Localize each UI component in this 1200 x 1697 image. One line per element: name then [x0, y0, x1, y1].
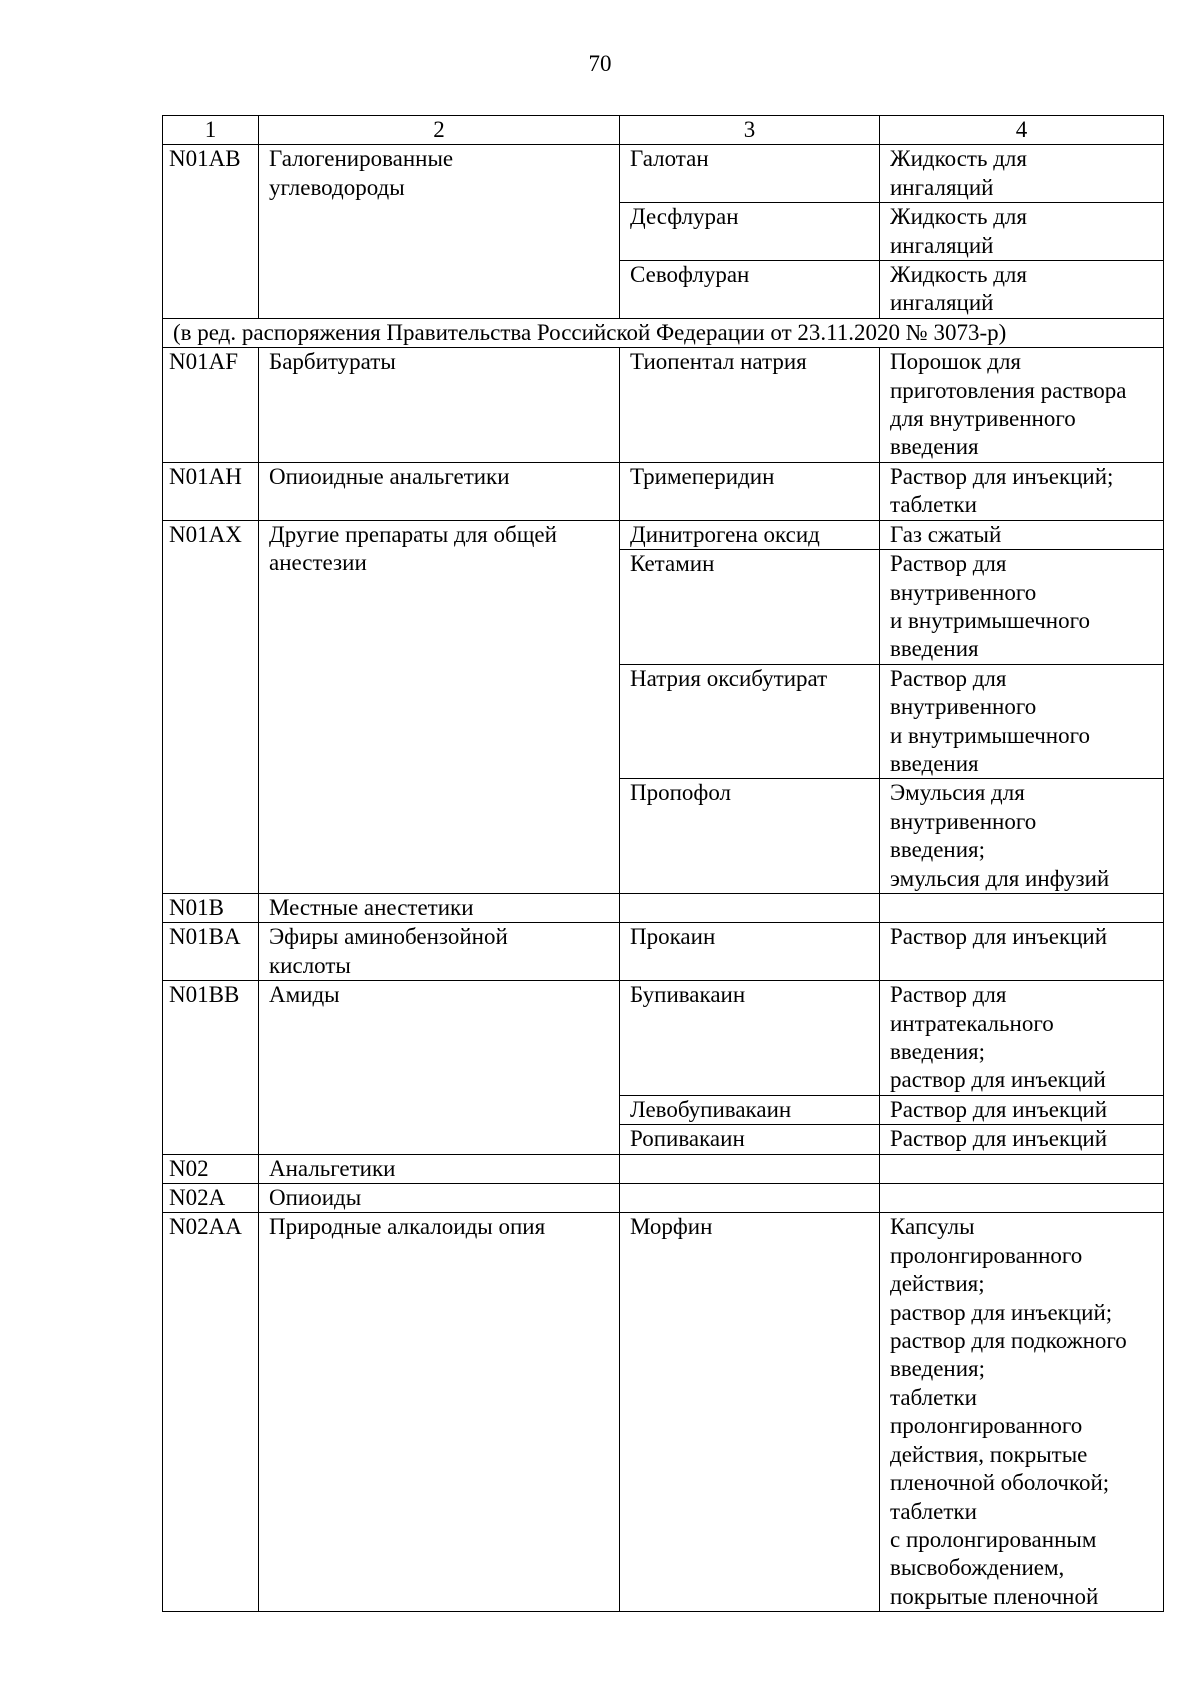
- dosage-form-cell-line: покрытые пленочной: [890, 1583, 1099, 1609]
- table-row: [163, 520, 1164, 549]
- dosage-form-cell-line: введения;: [890, 837, 985, 863]
- atc-code-cell-line: N01AB: [169, 146, 241, 172]
- drug-name-cell-line: Натрия оксибутират: [630, 665, 828, 691]
- atc-code-cell: [163, 981, 259, 1154]
- drug-name-cell: [620, 1095, 880, 1124]
- drug-name-cell: [620, 981, 880, 1096]
- page-number: 70: [588, 51, 612, 76]
- drug-name-cell-line: Прокаин: [630, 924, 716, 950]
- drug-name-cell: [620, 348, 880, 463]
- table-row: [163, 981, 1164, 1096]
- group-name-cell: [259, 462, 620, 520]
- dosage-form-cell: [880, 1125, 1164, 1154]
- dosage-form-cell-line: Раствор для: [890, 982, 1007, 1008]
- drug-name-cell-line: Тримеперидин: [630, 463, 775, 489]
- dosage-form-cell-line: для внутривенного: [890, 406, 1076, 432]
- dosage-form-cell-line: Жидкость для: [890, 262, 1027, 288]
- dosage-form-cell-line: Жидкость для: [890, 146, 1027, 172]
- atc-code-cell-line: N01BA: [169, 924, 241, 950]
- dosage-form-cell-line: действия;: [890, 1271, 985, 1297]
- dosage-form-cell-line: Жидкость для: [890, 204, 1027, 230]
- group-name-cell: [259, 520, 620, 893]
- drug-name-cell-line: Кетамин: [630, 551, 715, 577]
- atc-code-cell-line: N01BB: [169, 982, 240, 1008]
- dosage-form-cell-line: и внутримышечного: [890, 607, 1090, 633]
- dosage-form-cell-line: таблетки: [890, 1498, 977, 1524]
- drug-name-cell: [620, 1125, 880, 1154]
- dosage-form-cell-line: Газ сжатый: [890, 521, 1002, 547]
- group-name-cell-line: Местные анестетики: [269, 894, 474, 920]
- amendment-row: [163, 318, 1164, 347]
- drug-name-cell-line: Морфин: [630, 1214, 713, 1240]
- atc-code-cell: [163, 1184, 259, 1213]
- dosage-form-cell-line: раствор для подкожного: [890, 1328, 1127, 1354]
- dosage-form-cell: [880, 261, 1164, 319]
- drug-name-cell-line: Пропофол: [630, 780, 731, 806]
- dosage-form-cell-line: введения: [890, 434, 979, 460]
- column-header-1: 1: [163, 116, 259, 145]
- table-row: [163, 1213, 1164, 1612]
- dosage-form-cell-line: раствор для инъекций: [890, 1067, 1106, 1093]
- drug-name-cell: [620, 203, 880, 261]
- drug-name-cell: [620, 893, 880, 922]
- drug-name-cell: [620, 1184, 880, 1213]
- drug-name-cell-line: Галотан: [630, 146, 709, 172]
- table-header-row: [163, 116, 1164, 145]
- table-row: [163, 923, 1164, 981]
- dosage-form-cell: [880, 923, 1164, 981]
- amendment-note: (в ред. распоряжения Правительства Российской Федерации от 23.11.2020 № 3073-р): [163, 318, 1164, 347]
- table-row: [163, 348, 1164, 463]
- dosage-form-cell: [880, 203, 1164, 261]
- group-name-cell: [259, 1154, 620, 1183]
- dosage-form-cell: [880, 1154, 1164, 1183]
- dosage-form-cell: [880, 893, 1164, 922]
- group-name-cell-line: Амиды: [269, 982, 340, 1008]
- drug-name-cell-line: Бупивакаин: [630, 982, 746, 1008]
- dosage-form-cell-line: таблетки: [890, 1384, 977, 1410]
- atc-code-cell-line: N01B: [169, 894, 224, 920]
- dosage-form-cell: [880, 520, 1164, 549]
- dosage-form-cell: [880, 1095, 1164, 1124]
- drug-name-cell: [620, 145, 880, 203]
- dosage-form-cell-line: эмульсия для инфузий: [890, 865, 1110, 891]
- dosage-form-cell-line: введения: [890, 636, 979, 662]
- dosage-form-cell-line: Раствор для инъекций;: [890, 463, 1114, 489]
- atc-code-cell-line: N01AX: [169, 521, 242, 547]
- dosage-form-cell-line: высвобождением,: [890, 1555, 1065, 1581]
- drug-name-cell: [620, 550, 880, 665]
- group-name-cell: [259, 1184, 620, 1213]
- drug-name-cell-line: Десфлуран: [630, 204, 739, 230]
- group-name-cell-line: Опиоиды: [269, 1185, 362, 1211]
- drug-name-cell-line: Тиопентал натрия: [630, 349, 807, 375]
- group-name-cell-line: Галогенированные: [269, 146, 454, 172]
- atc-code-cell: [163, 145, 259, 318]
- drug-name-cell-line: Левобупивакаин: [630, 1096, 792, 1122]
- drug-name-cell: [620, 520, 880, 549]
- dosage-form-cell: [880, 779, 1164, 894]
- atc-code-cell: [163, 462, 259, 520]
- atc-code-cell: [163, 348, 259, 463]
- dosage-form-cell: [880, 1213, 1164, 1612]
- dosage-form-cell: [880, 145, 1164, 203]
- group-name-cell-line: Опиоидные анальгетики: [269, 463, 510, 489]
- drug-name-cell: [620, 1213, 880, 1612]
- group-name-cell: [259, 981, 620, 1154]
- drug-name-cell: [620, 462, 880, 520]
- group-name-cell: [259, 145, 620, 318]
- column-header-2: 2: [259, 116, 620, 145]
- dosage-form-cell-line: с пролонгированным: [890, 1526, 1097, 1552]
- dosage-form-cell-line: приготовления раствора: [890, 377, 1127, 403]
- dosage-form-cell: [880, 550, 1164, 665]
- drug-name-cell: [620, 779, 880, 894]
- dosage-form-cell-line: Раствор для инъекций: [890, 1126, 1108, 1152]
- atc-code-cell: [163, 923, 259, 981]
- table-row: [163, 145, 1164, 203]
- column-header-3: 3: [620, 116, 880, 145]
- drug-name-cell-line: Севофлуран: [630, 262, 750, 288]
- drug-name-cell: [620, 261, 880, 319]
- dosage-form-cell-line: введения: [890, 750, 979, 776]
- dosage-form-cell: [880, 664, 1164, 779]
- dosage-form-cell: [880, 1184, 1164, 1213]
- dosage-form-cell-line: введения;: [890, 1356, 985, 1382]
- table-row: [163, 1154, 1164, 1183]
- dosage-form-cell-line: Раствор для: [890, 665, 1007, 691]
- drug-table: [162, 115, 1164, 1612]
- atc-code-cell-line: N02A: [169, 1185, 226, 1211]
- atc-code-cell: [163, 893, 259, 922]
- group-name-cell-line: Барбитураты: [269, 349, 396, 375]
- drug-name-cell: [620, 923, 880, 981]
- drug-name-cell: [620, 1154, 880, 1183]
- atc-code-cell: [163, 1154, 259, 1183]
- group-name-cell: [259, 348, 620, 463]
- table-row: [163, 462, 1164, 520]
- dosage-form-cell-line: Порошок для: [890, 349, 1022, 375]
- dosage-form-cell-line: ингаляций: [890, 232, 994, 258]
- drug-name-cell-line: Динитрогена оксид: [630, 521, 820, 547]
- group-name-cell-line: анестезии: [269, 550, 367, 576]
- table-row: [163, 893, 1164, 922]
- group-name-cell: [259, 1213, 620, 1612]
- dosage-form-cell: [880, 462, 1164, 520]
- dosage-form-cell-line: пленочной оболочкой;: [890, 1470, 1110, 1496]
- atc-code-cell: [163, 1213, 259, 1612]
- dosage-form-cell: [880, 348, 1164, 463]
- dosage-form-cell-line: внутривенного: [890, 694, 1037, 720]
- group-name-cell-line: углеводороды: [269, 174, 405, 200]
- atc-code-cell: [163, 520, 259, 893]
- dosage-form-cell-line: внутривенного: [890, 808, 1037, 834]
- dosage-form-cell-line: таблетки: [890, 492, 977, 518]
- atc-code-cell-line: N02: [169, 1155, 209, 1181]
- atc-code-cell-line: N01AH: [169, 463, 242, 489]
- column-header-4: 4: [880, 116, 1164, 145]
- group-name-cell-line: кислоты: [269, 952, 351, 978]
- dosage-form-cell-line: и внутримышечного: [890, 722, 1090, 748]
- group-name-cell: [259, 923, 620, 981]
- group-name-cell-line: Анальгетики: [269, 1155, 396, 1181]
- drug-name-cell-line: Ропивакаин: [630, 1126, 745, 1152]
- dosage-form-cell-line: Раствор для инъекций: [890, 924, 1108, 950]
- group-name-cell-line: Эфиры аминобензойной: [269, 924, 508, 950]
- group-name-cell-line: Другие препараты для общей: [269, 521, 557, 547]
- dosage-form-cell-line: интратекального: [890, 1010, 1054, 1036]
- dosage-form-cell-line: Эмульсия для: [890, 780, 1025, 806]
- dosage-form-cell-line: внутривенного: [890, 579, 1037, 605]
- dosage-form-cell-line: введения;: [890, 1039, 985, 1064]
- dosage-form-cell: [880, 981, 1164, 1096]
- atc-code-cell-line: N01AF: [169, 349, 239, 375]
- table-row: [163, 1184, 1164, 1213]
- dosage-form-cell-line: ингаляций: [890, 174, 994, 200]
- group-name-cell: [259, 893, 620, 922]
- dosage-form-cell-line: ингаляций: [890, 290, 994, 316]
- drug-name-cell: [620, 664, 880, 779]
- dosage-form-cell-line: раствор для инъекций;: [890, 1299, 1113, 1325]
- dosage-form-cell-line: действия, покрытые: [890, 1441, 1088, 1467]
- dosage-form-cell-line: Капсулы: [890, 1214, 975, 1240]
- dosage-form-cell-line: пролонгированного: [890, 1242, 1083, 1268]
- dosage-form-cell-line: Раствор для инъекций: [890, 1096, 1108, 1122]
- group-name-cell-line: Природные алкалоиды опия: [269, 1214, 546, 1240]
- dosage-form-cell-line: Раствор для: [890, 551, 1007, 577]
- atc-code-cell-line: N02AA: [169, 1214, 242, 1240]
- dosage-form-cell-line: пролонгированного: [890, 1413, 1083, 1439]
